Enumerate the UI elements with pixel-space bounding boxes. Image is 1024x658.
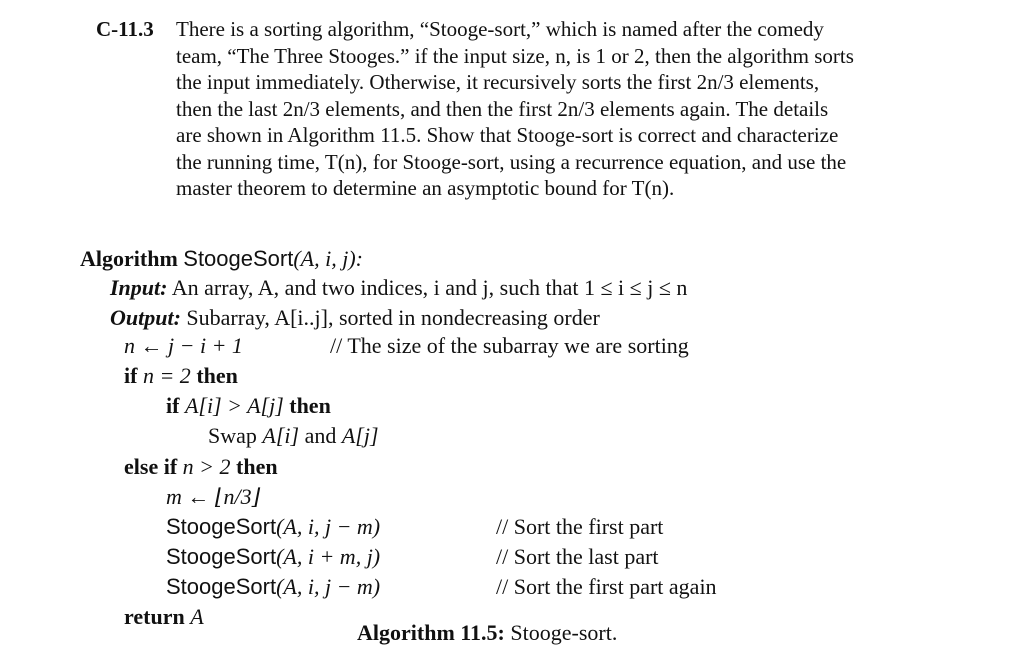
m-assign: m ← ⌊n/3⌋ (166, 484, 261, 509)
input-text: An array, A, and two indices, i and j, such that 1 ≤ i ≤ j ≤ n (171, 275, 688, 300)
then-keyword: then (289, 393, 331, 418)
then-keyword: then (196, 363, 238, 388)
line-call-2 (166, 542, 380, 572)
line-if (124, 361, 238, 391)
line-return (124, 602, 204, 632)
comment-size: // The size of the subarray we are sorting (330, 333, 689, 358)
call-name: StoogeSort (166, 514, 277, 539)
then-keyword: then (236, 454, 278, 479)
algorithm-header (80, 244, 363, 274)
exercise-line: then the last 2n/3 elements, and then the first 2n/3 elements again. The details (176, 96, 829, 121)
call-args: (A, i + m, j) (276, 544, 381, 569)
line-call-1 (166, 512, 380, 542)
swap-and: and (304, 423, 337, 448)
call-args: (A, i, j − m) (276, 514, 381, 539)
caption-text: Stooge-sort. (510, 620, 618, 645)
output-text: Subarray, A[i..j], sorted in nondecreasing order (186, 305, 600, 330)
exercise-line: are shown in Algorithm 11.5. Show that Stooge-sort is correct and characterize (176, 123, 839, 147)
else-condition: n > 2 (182, 454, 231, 479)
exercise-line: master theorem to determine an asymptotic bound for T(n). (176, 176, 675, 200)
if-keyword: if (166, 393, 180, 418)
comment-first: // Sort the first part (496, 514, 664, 539)
swap-text: Swap (208, 423, 257, 448)
caption-label: Algorithm 11.5: (357, 620, 505, 645)
exercise-text (176, 16, 936, 202)
algorithm-output (110, 303, 600, 333)
exercise-c-11-3 (96, 16, 936, 202)
line-inner-if (166, 391, 331, 421)
return-value: A (190, 604, 204, 629)
if-keyword: if (124, 363, 138, 388)
algorithm-keyword: Algorithm (80, 246, 178, 271)
exercise-line: the running time, T(n), for Stooge-sort, using a recurrence equation, and use the (176, 149, 847, 174)
line-swap (208, 421, 379, 451)
output-label: Output: (110, 305, 181, 330)
algorithm-args: (A, i, j): (293, 246, 363, 271)
exercise-line: the input immediately. Otherwise, it recursively sorts the first 2n/3 elements, (176, 70, 820, 94)
exercise-line: There is a sorting algorithm, “Stooge-sort,” which is named after the comedy (176, 17, 824, 41)
call-name: StoogeSort (166, 574, 277, 599)
line-size-assign (124, 331, 243, 361)
algorithm-input (110, 273, 687, 303)
comment-last: // Sort the last part (496, 544, 659, 569)
exercise-line: team, “The Three Stooges.” if the input size, n, is 1 or 2, then the algorithm sorts (176, 43, 854, 68)
line-m-assign (166, 482, 260, 512)
comment-again: // Sort the first part again (496, 574, 717, 599)
call-args: (A, i, j − m) (276, 574, 381, 599)
exercise-label: C-11.3 (96, 17, 154, 41)
return-keyword: return (124, 604, 185, 629)
line-else-if (124, 452, 278, 482)
swap-b: A[j] (341, 423, 379, 448)
input-label: Input: (110, 275, 168, 300)
else-if-keyword: else if (124, 454, 178, 479)
size-assign: n ← j − i + 1 (124, 333, 243, 358)
inner-if-condition: A[i] > A[j] (184, 393, 284, 418)
algorithm-name: StoogeSort (183, 246, 294, 271)
swap-a: A[i] (262, 423, 300, 448)
if-condition: n = 2 (142, 363, 191, 388)
algorithm-caption (357, 620, 617, 646)
call-name: StoogeSort (166, 544, 277, 569)
line-call-3 (166, 572, 380, 602)
